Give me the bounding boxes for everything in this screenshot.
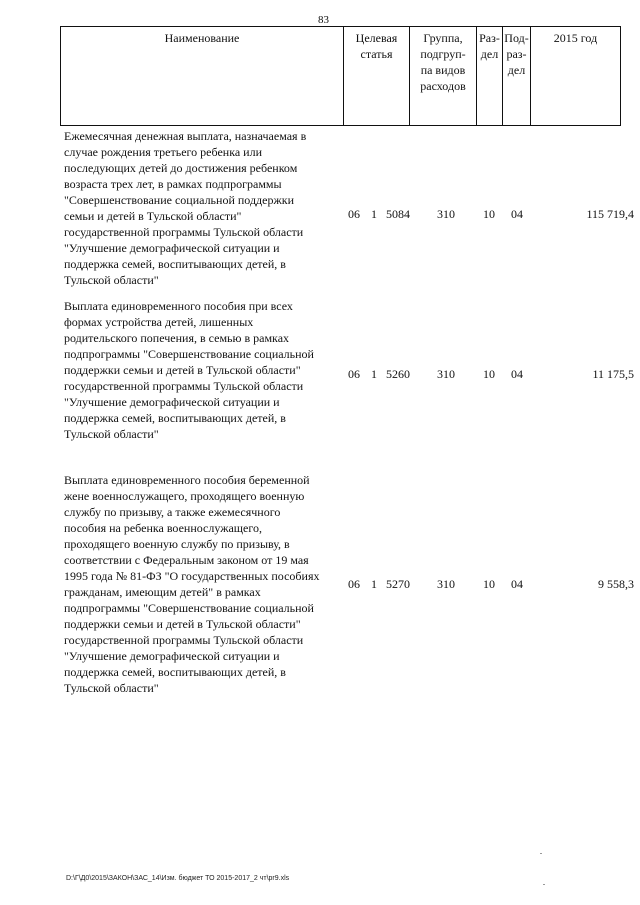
amount-value: 11 175,5: [592, 367, 634, 381]
header-expense-group: [410, 27, 477, 125]
expense-group-value: 310: [437, 207, 455, 221]
header-subsection: [503, 27, 531, 125]
target-code-part2: 1: [371, 577, 377, 591]
header-target-article-label: Целевая статья: [355, 31, 398, 61]
header-year-label: 2015 год: [553, 31, 598, 45]
row-description: Выплата единовременного пособия беременной жене военнослужащего, проходящего военную службу по призыву, а также ежемесячного пособия на ребенка военнослужащего, проходящего военную службу по призыву, в соответствии с Федеральным законом от 19 мая 1995 года № 81-ФЗ "О государственных пособиях гражданам, имеющим детей" в рамках подпрограммы "Совершенствование социальной поддержки семьи и детей в Тульской области" государственной программы Тульской области "Улучшение демографической ситуации и поддержка семей, воспитывающих детей, в Тульской области": [64, 473, 320, 695]
subsection-value: 04: [511, 207, 523, 221]
header-year: [531, 27, 620, 125]
expense-group-value: 310: [437, 367, 455, 381]
target-code-part2: 1: [371, 207, 377, 221]
section-value: 10: [483, 367, 495, 381]
file-path-footer: D:\Г\Д0\2015\ЗАКОН\ЗАС_14\Изм. бюджет ТО 2015-2017_2 чт\pr9.xls: [66, 875, 290, 882]
target-code-part3: 5084: [386, 207, 410, 221]
target-code-part3: 5270: [386, 577, 410, 591]
page-number: 83: [318, 14, 329, 26]
header-expense-group-label: Группа, подгруп- па видов расходов: [420, 31, 466, 93]
row-description: Ежемесячная денежная выплата, назначаемая в случае рождения третьего ребенка или последующих детей до достижения ребенком возраста трех лет, в рамках подпрограммы "Совершенствование социальной поддержки семьи и детей в Тульской области" государственной программы Тульской области "Улучшение демографической ситуации и поддержка семей, воспитывающих детей, в Тульской области": [64, 129, 307, 287]
scan-speck: [543, 884, 545, 885]
target-code-part1: 06: [348, 367, 360, 381]
header-section: [477, 27, 503, 125]
table-header: [60, 26, 621, 126]
subsection-value: 04: [511, 367, 523, 381]
target-code-part3: 5260: [386, 367, 410, 381]
target-code-part2: 1: [371, 367, 377, 381]
subsection-value: 04: [511, 577, 523, 591]
header-name: [61, 27, 344, 125]
amount-value: 9 558,3: [598, 577, 634, 591]
header-subsection-label: Под- раз- дел: [504, 31, 529, 77]
target-code-part1: 06: [348, 577, 360, 591]
header-name-label: Наименование: [164, 31, 240, 45]
header-section-label: Раз- дел: [479, 31, 500, 61]
amount-value: 115 719,4: [586, 207, 634, 221]
expense-group-value: 310: [437, 577, 455, 591]
section-value: 10: [483, 207, 495, 221]
target-code-part1: 06: [348, 207, 360, 221]
scan-speck: [540, 853, 542, 854]
section-value: 10: [483, 577, 495, 591]
header-target-article: [344, 27, 410, 125]
row-description: Выплата единовременного пособия при всех формах устройства детей, лишенных родительского попечения, в семью в рамках подпрограммы "Совершенствование социальной поддержки семьи и детей в Тульской области" государственной программы Тульской области "Улучшение демографической ситуации и поддержка семей, воспитывающих детей, в Тульской области": [64, 299, 314, 441]
